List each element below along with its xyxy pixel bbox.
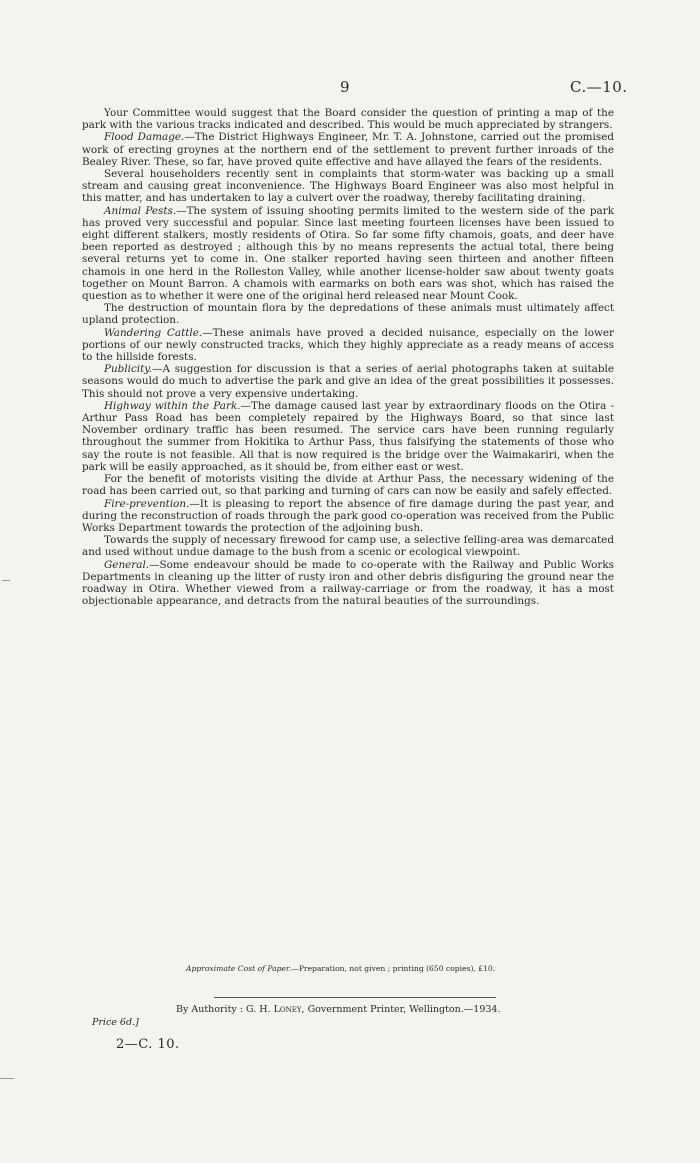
printer-authority [176,1004,500,1015]
paragraph-text: —It is pleasing to report the absence of fire damage during the past year, and during the reconstruction of roads through the park good co-operation was received from the Public Works Department towards the protection of the adjoining bush. [82,497,614,534]
scan-margin-mark [2,580,10,581]
paragraph-text: The destruction of mountain flora by the depredations of these animals must ultimately affect upland protection. [82,302,614,327]
report-body [82,107,614,607]
paragraph-firewood [82,534,614,558]
scan-margin-mark [0,1078,14,1079]
page-number: 9 [340,78,350,96]
printer-name: Loney [273,1004,302,1015]
authority-prefix: By Authority : G. H. [176,1004,274,1015]
paragraph-text: —The system of issuing shooting permits limited to the western side of the park has proved very successful and popular. Since last meeting fourteen licenses have been issued to eight different stalkers, mostly residents of Otira. So far some fifty chamois, goats, and deer have been reported as destroyed ; although this by no means represents the actual total, there being several returns yet to come in. One stalker reported having seen thirteen and another fifteen chamois in one herd in the Rolleston Valley, while another license-holder saw about twenty goats together on Mount Barron. A chamois with earmarks on both ears was shot, which has raised the question as to whether it were one of the original herd released near Mount Cook. [82,204,614,303]
paragraph-text: For the benefit of motorists visiting the divide at Arthur Pass, the necessary widening of the road has been carried out, so that parking and turning of cars can now be easily and safely effected. [82,473,614,498]
section-heading: Wandering Cattle. [104,326,203,339]
paragraph-text: Several householders recently sent in complaints that storm-water was backing up a small stream and causing great inconvenience. The Highways Board Engineer was also most helpful in this matter, and has undertaken to lay a culvert over the roadway, thereby facilitating draining. [82,168,614,205]
paragraph-text: —These animals have proved a decided nuisance, especially on the lower portions of our newly constructed tracks, which they highly appreciate as a ready means of access to the hillside forests. [82,326,615,364]
document-reference: C.—10. [570,78,628,96]
section-heading: Highway within the Park. [104,399,241,412]
footer-divider [214,997,496,998]
paragraph-text: —The District Highways Engineer, Mr. T. A. Johnstone, carried out the promised work of erecting groynes at the northern end of the settlement to prevent further inroads of the Bealey River. These, so far, have proved quite effective and have allayed the fears of the residents. [82,131,614,168]
paragraph-motorists [82,473,614,497]
paragraph-mountain-flora [82,302,614,326]
paragraph-general [82,559,614,608]
cost-label: Approximate Cost of Paper. [186,964,292,973]
cost-of-paper-note [186,964,495,973]
section-heading: Animal Pests. [104,204,177,217]
paragraph-publicity [82,363,614,400]
section-heading: Fire-prevention. [104,497,190,510]
paragraph-highway [82,400,614,473]
paragraph-text: —The damage caused last year by extraordinary floods on the Otira - Arthur Pass Road has been completely repaired by the Highways Board, so that since last November ordinary traffic has been resumed. The service cars have been running regularly throughout the summer from Hokitika to Arthur Pass, thus falsifying the statements of those who say the route is not feasible. All that is now required is the bridge over the Waimakariri, when the park will be easily approached, as it should be, from either east or west. [82,399,614,473]
paragraph-text: Towards the supply of necessary firewood for camp use, a selective felling-area was demarcated and used without undue damage to the bush from a scenic or ecological viewpoint. [82,534,614,559]
paragraph-wandering-cattle [82,327,614,364]
price: Price 6d.] [92,1017,139,1028]
paragraph-animal-pests [82,205,614,303]
section-heading: General. [104,558,150,571]
section-heading: Flood Damage. [104,131,185,144]
sheet-signature: 2—C. 10. [116,1037,180,1052]
page-header [0,78,700,100]
paragraph-text: —Some endeavour should be made to co-operate with the Railway and Public Works Departments in cleaning up the litter of rusty iron and other debris disfiguring the ground near the roadway in Otira. Whether viewed from a railway-carriage or from the roadway, it has a most objectionable appearance, and detracts from the natural beauties of the surroundings. [82,558,614,608]
cost-text: —Preparation, not given ; printing (650 copies), £10. [291,964,496,973]
paragraph-text: —A suggestion for discussion is that a series of aerial photographs taken at suitable seasons would do much to advertise the park and give an idea of the great possibilities it possesses. This should not prove a very expensive undertaking. [82,363,614,400]
paragraph-map [82,107,614,131]
paragraph-fire-prevention [82,498,614,535]
authority-suffix: , Government Printer, Wellington.—1934. [301,1004,501,1015]
section-heading: Publicity. [104,363,153,376]
paragraph-storm-water [82,168,614,205]
paragraph-flood-damage [82,131,614,168]
paragraph-text: Your Committee would suggest that the Board consider the question of printing a map of the park with the various tracks indicated and described. This would be much appreciated by strangers. [82,107,614,132]
